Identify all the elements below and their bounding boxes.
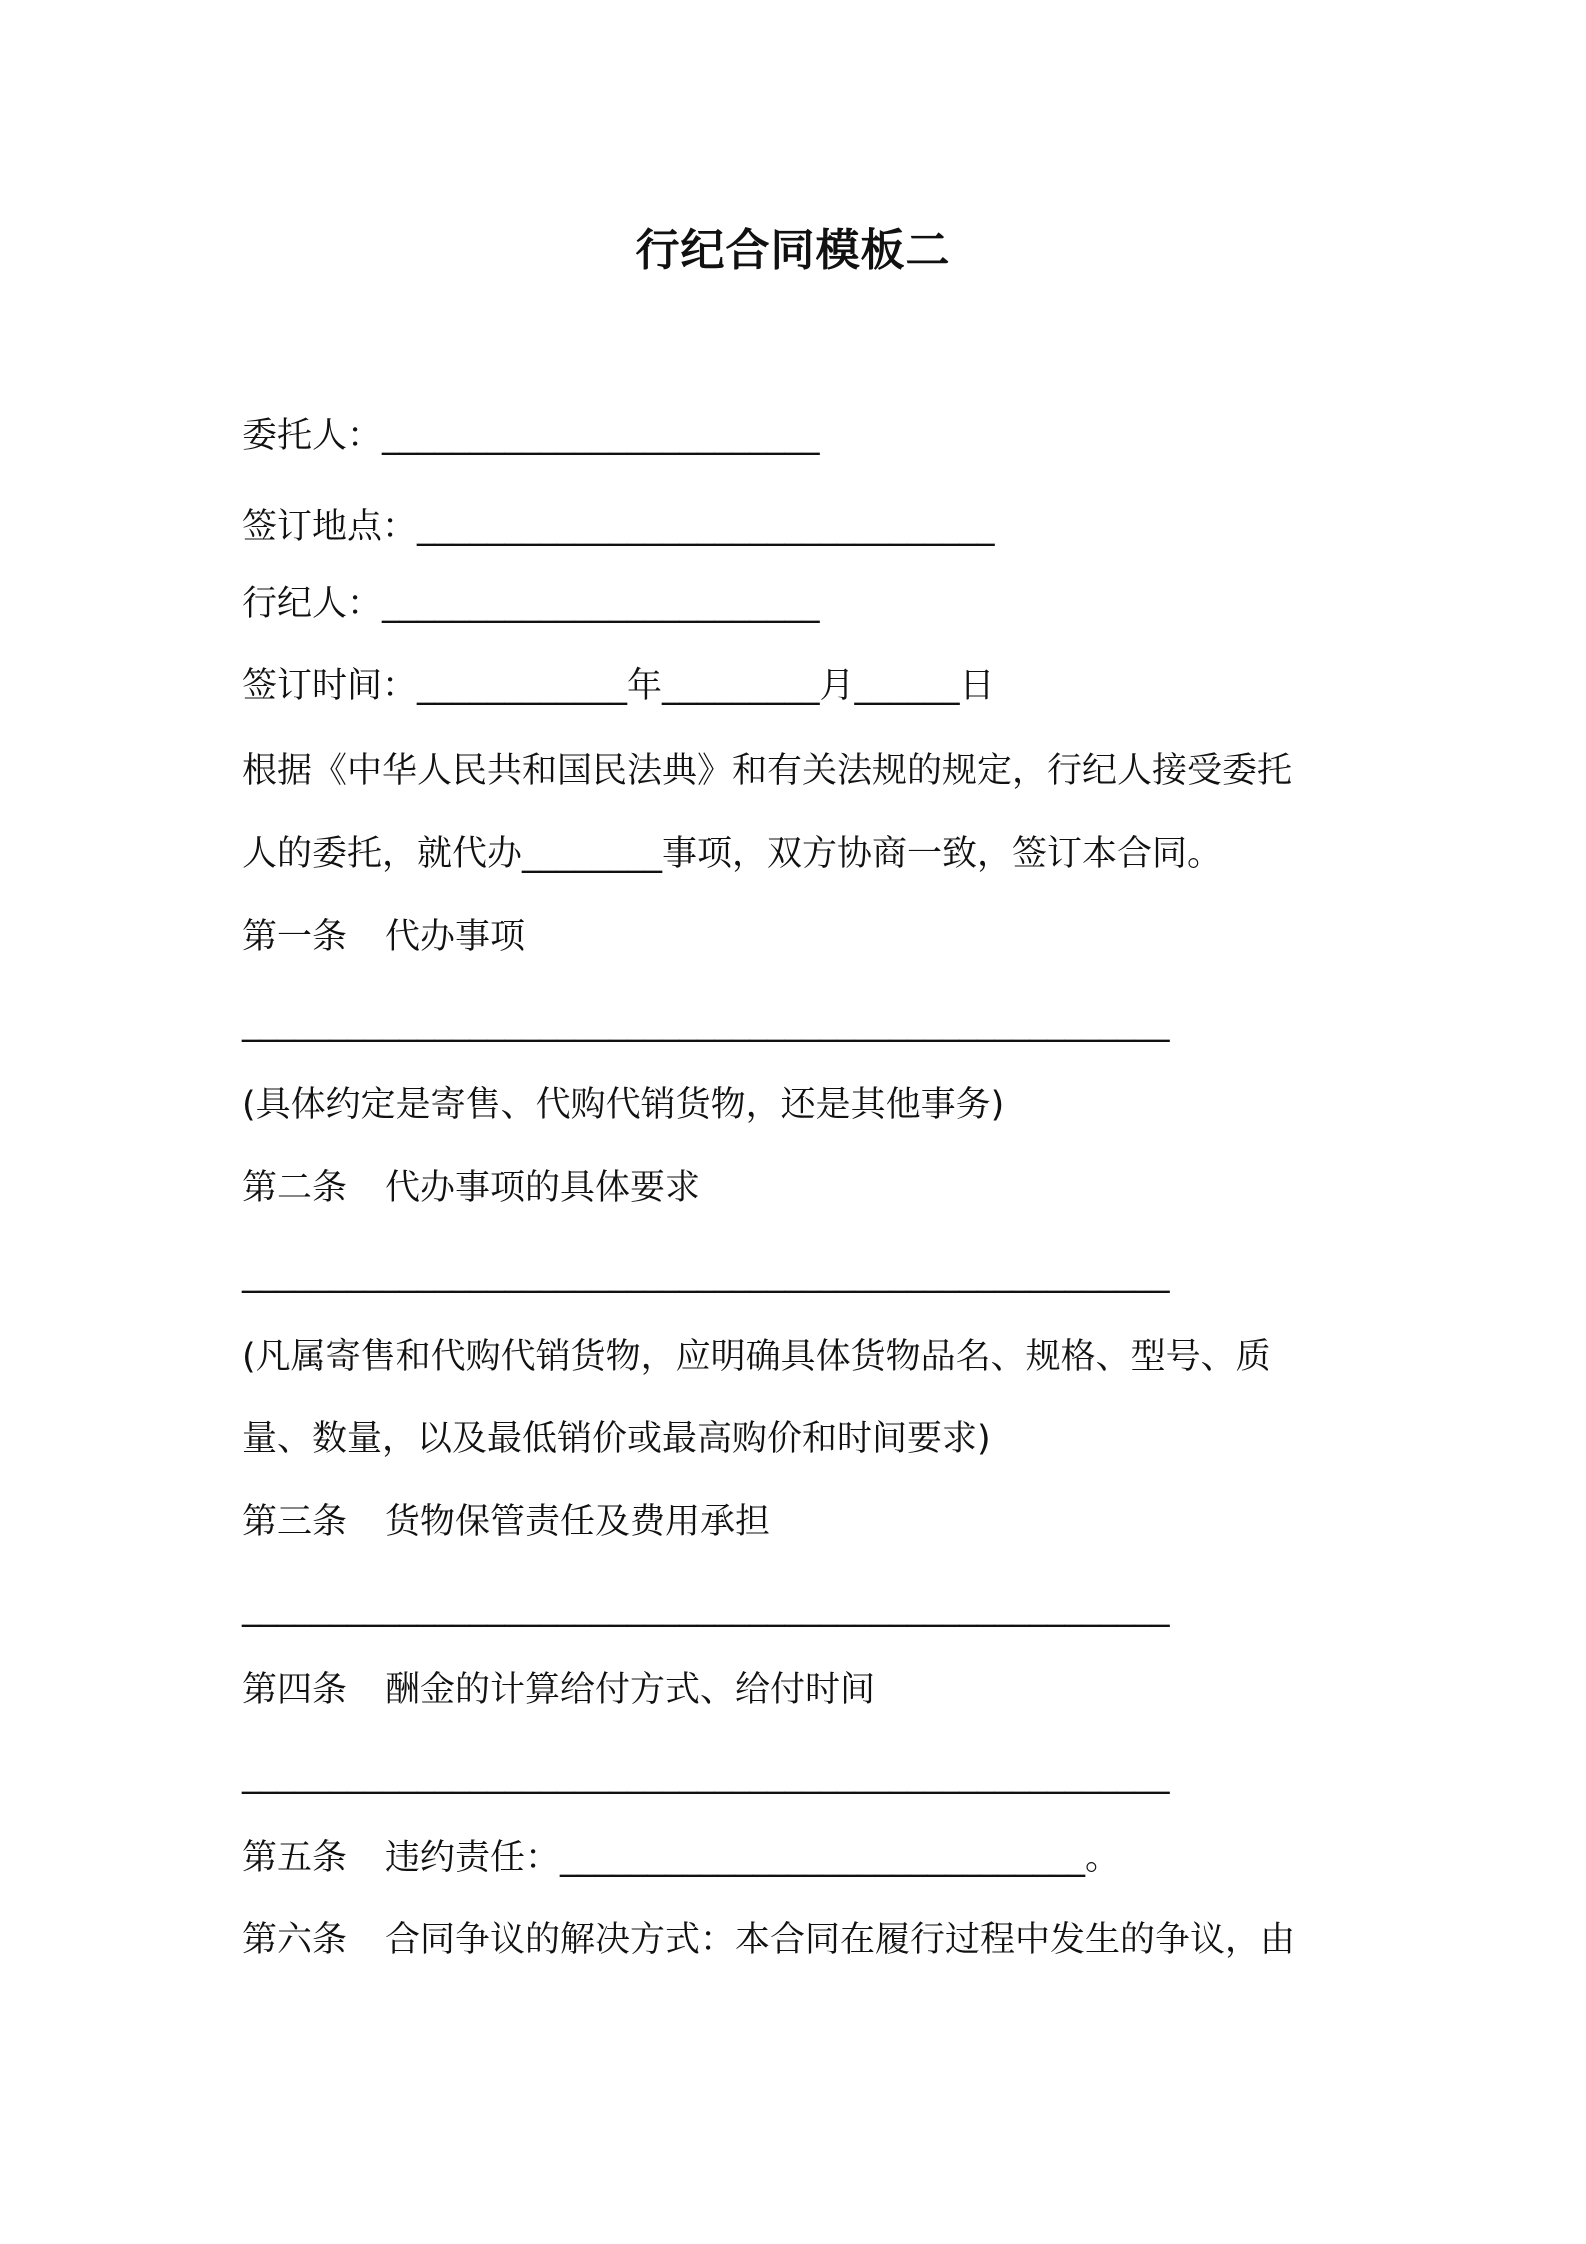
article-6-title: 合同争议的解决方式：本合同在履行过程中发生的争议，由 (385, 1920, 1296, 1960)
article-3-heading (242, 1500, 770, 1544)
article-5-number: 第五条 (242, 1838, 348, 1878)
sign-time-field: 签订时间：____________年_________月______日 (242, 666, 995, 706)
article-1-title: 代办事项 (385, 917, 526, 957)
article-2-number: 第二条 (242, 1168, 348, 1208)
preamble-line-2: 人的委托，就代办________事项，双方协商一致，签订本合同。 (242, 834, 1223, 874)
sign-place-field: 签订地点：_________________________________ (242, 507, 995, 547)
article-2-blank-line: _____________________________________________________ (242, 1254, 1170, 1294)
article-4-heading (242, 1668, 875, 1712)
commission-agent-field: 行纪人：_________________________ (242, 584, 820, 624)
article-2-title: 代办事项的具体要求 (385, 1168, 701, 1208)
article-3-title: 货物保管责任及费用承担 (385, 1502, 771, 1542)
principal-field: 委托人：_________________________ (242, 416, 820, 456)
article-4-number: 第四条 (242, 1670, 348, 1710)
article-5-heading (242, 1836, 1120, 1880)
article-6-heading (242, 1918, 1295, 1962)
article-5-title: 违约责任：______________________________。 (385, 1838, 1121, 1878)
article-1-heading (242, 915, 525, 959)
article-1-blank-line: _____________________________________________________ (242, 1003, 1170, 1043)
article-2-heading (242, 1166, 700, 1210)
article-6-number: 第六条 (242, 1920, 348, 1960)
article-4-title: 酬金的计算给付方式、给付时间 (385, 1670, 876, 1710)
article-3-number: 第三条 (242, 1502, 348, 1542)
article-1-note: (具体约定是寄售、代购代销货物，还是其他事务) (242, 1085, 1005, 1125)
article-4-blank-line: _____________________________________________________ (242, 1755, 1170, 1795)
article-3-blank-line: _____________________________________________________ (242, 1588, 1170, 1628)
document-title: 行纪合同模板二 (635, 225, 951, 276)
article-2-note-line-2: 量、数量，以及最低销价或最高购价和时间要求) (242, 1419, 991, 1459)
article-2-note-line-1: (凡属寄售和代购代销货物，应明确具体货物品名、规格、型号、质 (242, 1337, 1271, 1377)
article-1-number: 第一条 (242, 917, 348, 957)
preamble-line-1: 根据《中华人民共和国民法典》和有关法规的规定，行纪人接受委托 (242, 751, 1293, 791)
